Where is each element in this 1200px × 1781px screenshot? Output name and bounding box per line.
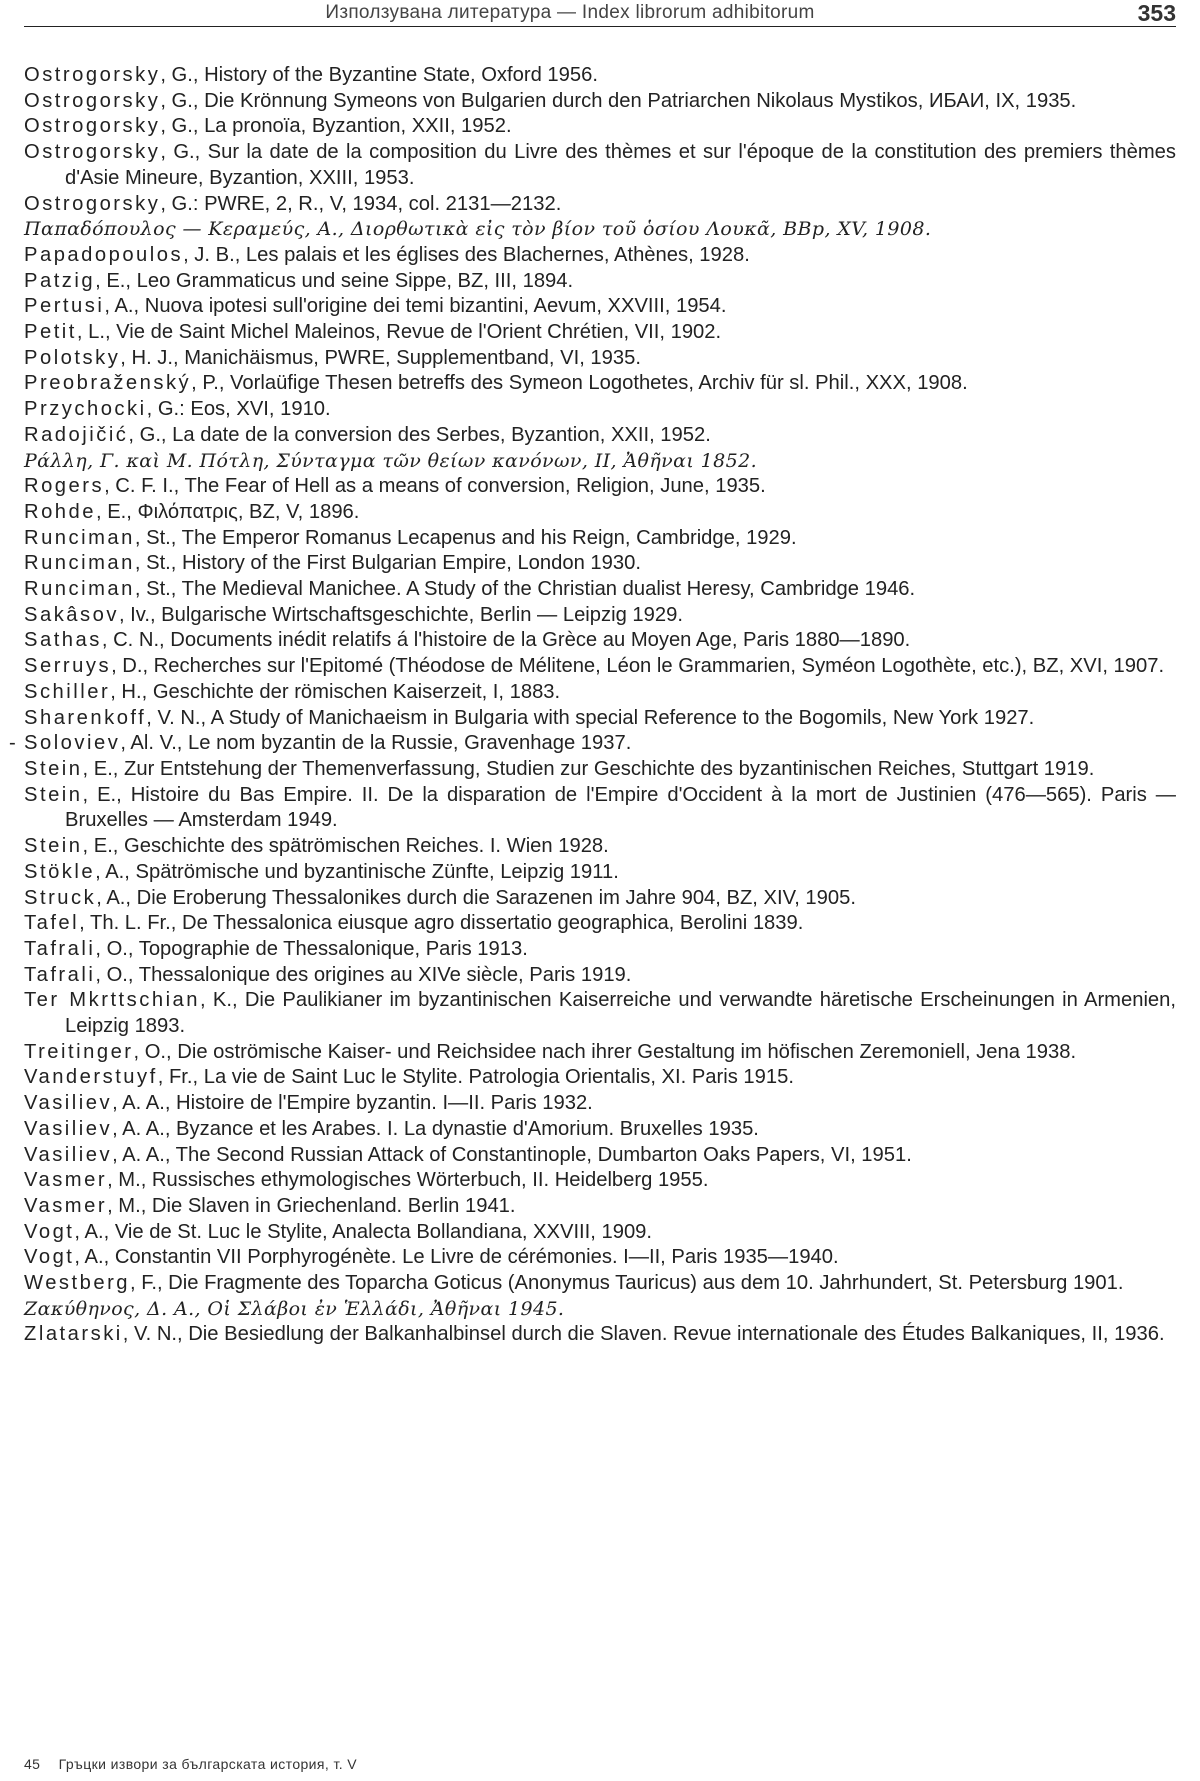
entry-author: Παπαδόπουλος — [24, 218, 176, 241]
entry-author: Ράλλη — [24, 449, 88, 472]
entry-citation: , Γ. καὶ Μ. Πότλη, Σύνταγμα τῶν θείων κανόνων, II, Ἀθῆναι 1852. — [87, 449, 758, 472]
entry-author: Tafel — [24, 912, 80, 935]
entry-citation: , G., La pronoïa, Byzantion, XXII, 1952. — [160, 115, 512, 138]
entry-citation: , A. A., Byzance et les Arabes. I. La dynastie d'Amorium. Bruxelles 1935. — [112, 1117, 759, 1140]
entry-citation: , A., Constantin VII Porphyrogénète. Le Livre de cérémonies. I—II, Paris 1935—1940. — [74, 1246, 839, 1269]
bibliography-entry — [24, 1297, 1176, 1323]
entry-citation: , E., Leo Grammaticus und seine Sippe, BZ, III, 1894. — [95, 269, 574, 292]
entry-citation: , G., La date de la conversion des Serbes, Byzantion, XXII, 1952. — [128, 423, 711, 446]
bibliography-entry — [24, 1143, 1176, 1169]
bibliography-entry — [24, 1091, 1176, 1117]
entry-citation: , A. A., Histoire de l'Empire byzantin. I—II. Paris 1932. — [112, 1092, 593, 1115]
bibliography-entry — [24, 423, 1176, 449]
bibliography-entry — [24, 603, 1176, 629]
entry-citation: , O., Topographie de Thessalonique, Paris 1913. — [95, 937, 528, 960]
bibliography-entry — [24, 474, 1176, 500]
entry-citation: , O., Thessalonique des origines au XIVe siècle, Paris 1919. — [95, 963, 632, 986]
bibliography-entry — [24, 397, 1176, 423]
bibliography-entry — [24, 371, 1176, 397]
entry-citation: , O., Die oströmische Kaiser- und Reichsidee nach ihrer Gestaltung im höfischen Zeremoniell, Jena 1938. — [133, 1040, 1077, 1063]
entry-citation: , G., History of the Byzantine State, Oxford 1956. — [160, 64, 598, 86]
entry-citation: , C. N., Documents inédit relatifs á l'histoire de la Grèce au Moyen Age, Paris 1880—1890. — [101, 629, 911, 652]
bibliography-entry — [24, 706, 1176, 732]
entry-author: Ter Mkrttschian — [24, 989, 201, 1012]
entry-citation: , D., Recherches sur l'Epitomé (Théodose de Mélitene, Léon le Grammarien, Syméon Logothète, etc.), BZ, XVI, 1907. — [111, 655, 1165, 678]
running-header — [24, 2, 1176, 27]
entry-author: Serruys — [24, 655, 112, 678]
entry-author: Sathas — [24, 629, 102, 652]
bibliography-entry — [24, 654, 1176, 680]
bibliography-entry — [24, 783, 1176, 834]
entry-citation: , M., Die Slaven in Griechenland. Berlin 1941. — [107, 1194, 516, 1217]
entry-citation: , G., Die Krönnung Symeons von Bulgarien durch den Patriarchen Nikolaus Mystikos, ИБАИ, IX, 1935. — [160, 89, 1077, 112]
entry-citation: , Fr., La vie de Saint Luc le Stylite. Patrologia Orientalis, XI. Paris 1915. — [157, 1066, 794, 1089]
bibliography-entry — [24, 937, 1176, 963]
entry-citation: , L., Vie de Saint Michel Maleinos, Revue de l'Orient Chrétien, VII, 1902. — [76, 321, 722, 344]
entry-author: Westberg — [24, 1272, 131, 1295]
signature-mark: 45 — [24, 1756, 41, 1772]
bibliography-entry — [24, 294, 1176, 320]
entry-citation: , K., Die Paulikianer im byzantinischen Kaiserreiche und verwandte häretische Erscheinungen in Armenien, Leipzig 1893. — [65, 989, 1176, 1038]
entry-author: Schiller — [24, 680, 111, 703]
entry-citation: , Δ. Α., Οἱ Σλάβοι ἐν Ἑλλάδι, Ἀθῆναι 1945. — [134, 1297, 565, 1320]
page-footer — [24, 1756, 357, 1772]
entry-author: Stein — [24, 757, 83, 780]
entry-author: Przychocki — [24, 398, 147, 421]
bibliography-entry — [24, 1245, 1176, 1271]
entry-author: Rohde — [24, 500, 96, 523]
bibliography-entry — [24, 577, 1176, 603]
entry-author: Vasmer — [24, 1169, 108, 1192]
bibliography-entry — [24, 269, 1176, 295]
bibliography-entry — [24, 526, 1176, 552]
entry-author: Ostrogorsky — [24, 192, 161, 215]
bibliography-entry — [24, 243, 1176, 269]
entry-author: Sharenkoff — [24, 706, 147, 729]
bibliography-entry — [24, 1065, 1176, 1091]
entry-citation: — Κεραμεύς, Α., Διορθωτικὰ εἰς τὸν βίον τοῦ ὁσίου Λουκᾶ, BBp, XV, 1908. — [176, 218, 932, 241]
margin-mark: - — [9, 732, 16, 755]
bibliography-entry — [24, 911, 1176, 937]
running-title: Използувана литература — Index librorum adhibitorum — [325, 2, 815, 23]
entry-citation: , St., History of the First Bulgarian Empire, London 1930. — [134, 552, 641, 575]
entry-author: Patzig — [24, 269, 96, 292]
bibliography-entry — [24, 346, 1176, 372]
entry-author: Rogers — [24, 475, 105, 498]
entry-citation: , G.: Eos, XVI, 1910. — [146, 398, 331, 421]
entry-citation: , E., Φιλόπατρις, BZ, V, 1896. — [96, 500, 360, 523]
entry-citation: , A., Vie de St. Luc le Stylite, Analecta Bollandiana, XXVIII, 1909. — [74, 1220, 653, 1243]
entry-author: Vasiliev — [24, 1092, 113, 1115]
entry-citation: , H. J., Manichäismus, PWRE, Supplementband, VI, 1935. — [120, 346, 641, 369]
entry-author: Vogt — [24, 1246, 75, 1269]
entry-citation: , E., Geschichte des spätrömischen Reiches. I. Wien 1928. — [82, 835, 609, 858]
entry-author: Papadopoulos — [24, 243, 184, 266]
entry-author: Vogt — [24, 1220, 75, 1243]
bibliography-entry — [24, 1168, 1176, 1194]
bibliography-entry — [24, 1220, 1176, 1246]
entry-citation: , J. B., Les palais et les églises des Blachernes, Athènes, 1928. — [183, 243, 750, 266]
entry-author: Pertusi — [24, 295, 105, 318]
bibliography-entry — [24, 860, 1176, 886]
entry-author: Ζακύθηνος — [24, 1297, 135, 1320]
bibliography-entry — [24, 628, 1176, 654]
bibliography-entry — [24, 886, 1176, 912]
bibliography-entry — [24, 757, 1176, 783]
bibliography-entry — [24, 63, 1176, 89]
entry-author: Tafrali — [24, 937, 96, 960]
entry-author: Vasiliev — [24, 1117, 113, 1140]
entry-citation: , P., Vorlaüfige Thesen betreffs des Symeon Logothetes, Archiv für sl. Phil., XXX, 1908. — [191, 372, 968, 395]
bibliography-list — [9, 63, 1176, 1348]
entry-author: Soloviev — [24, 732, 121, 755]
page-number: 353 — [1137, 0, 1176, 26]
entry-author: Preobraženský — [24, 372, 192, 395]
entry-author: Ostrogorsky — [24, 141, 161, 164]
entry-author: Stein — [24, 835, 83, 858]
entry-citation: , H., Geschichte der römischen Kaiserzeit, I, 1883. — [110, 680, 561, 703]
entry-citation: , Th. L. Fr., De Thessalonica eiusque agro dissertatio geographica, Berolini 1839. — [79, 912, 804, 935]
entry-citation: , V. N., Die Besiedlung der Balkanhalbinsel durch die Slaven. Revue internationale des Études Balkaniques, II, 1936. — [122, 1323, 1165, 1346]
bibliography-entry — [24, 551, 1176, 577]
entry-author: Ostrogorsky — [24, 89, 161, 112]
entry-citation: , St., The Emperor Romanus Lecapenus and his Reign, Cambridge, 1929. — [134, 526, 797, 549]
entry-author: Zlatarski — [24, 1323, 123, 1346]
bibliography-entry — [9, 731, 1176, 757]
entry-author: Stein — [24, 783, 83, 806]
entry-citation: , F., Die Fragmente des Toparcha Goticus (Anonymus Tauricus) aus dem 10. Jahrhundert, St. Petersburg 1901. — [130, 1272, 1124, 1295]
entry-author: Runciman — [24, 526, 135, 549]
bibliography-entry — [24, 217, 1176, 243]
entry-citation: , G.: PWRE, 2, R., V, 1934, col. 2131—2132. — [160, 192, 562, 215]
entry-citation: , V. N., A Study of Manichaeism in Bulgaria with special Reference to the Bogomils, New York 1927. — [146, 706, 1035, 729]
entry-author: Runciman — [24, 552, 135, 575]
bibliography-entry — [24, 1271, 1176, 1297]
entry-author: Sakâsov — [24, 603, 119, 626]
bibliography-entry — [24, 834, 1176, 860]
entry-author: Vasiliev — [24, 1143, 113, 1166]
entry-citation: , G., Sur la date de la composition du Livre des thèmes et sur l'époque de la constitution des premiers thèmes d'Asie Mineure, Byzantion, XXIII, 1953. — [65, 141, 1176, 189]
bibliography-entry — [24, 1117, 1176, 1143]
bibliography-entry — [24, 114, 1176, 140]
entry-citation: , A. A., The Second Russian Attack of Constantinople, Dumbarton Oaks Papers, VI, 1951. — [112, 1143, 912, 1166]
bibliography-entry — [24, 192, 1176, 218]
entry-author: Petit — [24, 321, 77, 344]
footer-text: Гръцки извори за българската история, т. V — [58, 1756, 358, 1772]
entry-author: Radojičić — [24, 423, 129, 446]
entry-citation: , A., Die Eroberung Thessalonikes durch die Sarazenen im Jahre 904, BZ, XIV, 1905. — [96, 886, 856, 909]
entry-citation: , St., The Medieval Manichee. A Study of the Christian dualist Heresy, Cambridge 1946. — [134, 578, 916, 601]
bibliography-entry — [24, 1040, 1176, 1066]
entry-author: Vanderstuyf — [24, 1066, 158, 1089]
entry-author: Struck — [24, 886, 97, 909]
entry-citation: , Iv., Bulgarische Wirtschaftsgeschichte, Berlin — Leipzig 1929. — [118, 603, 683, 626]
entry-citation: , E., Histoire du Bas Empire. II. De la disparation de l'Empire d'Occident à la mort de Justinien (476—565). Paris — Bruxelles — Amsterdam 1949. — [65, 783, 1176, 832]
entry-author: Ostrogorsky — [24, 115, 161, 138]
bibliography-entry — [24, 500, 1176, 526]
entry-citation: , C. F. I., The Fear of Hell as a means of conversion, Religion, June, 1935. — [104, 475, 766, 498]
bibliography-entry — [24, 680, 1176, 706]
entry-author: Stökle — [24, 860, 96, 883]
entry-author: Runciman — [24, 578, 135, 601]
bibliography-entry — [24, 89, 1176, 115]
entry-citation: , M., Russisches ethymologisches Wörterbuch, II. Heidelberg 1955. — [107, 1169, 709, 1192]
entry-author: Ostrogorsky — [24, 64, 161, 86]
entry-author: Polotsky — [24, 346, 121, 369]
bibliography-entry — [24, 320, 1176, 346]
bibliography-entry — [24, 988, 1176, 1039]
bibliography-entry — [24, 1322, 1176, 1348]
bibliography-entry — [24, 1194, 1176, 1220]
entry-author: Tafrali — [24, 963, 96, 986]
entry-citation: , A., Spätrömische und byzantinische Zünfte, Leipzig 1911. — [95, 860, 619, 883]
entry-author: Treitinger — [24, 1040, 134, 1063]
entry-citation: , A., Nuova ipotesi sull'origine dei temi bizantini, Aevum, XXVIII, 1954. — [104, 295, 727, 318]
bibliography-entry — [24, 140, 1176, 191]
entry-citation: , E., Zur Entstehung der Themenverfassung, Studien zur Geschichte des byzantinischen Reiches, Stuttgart 1919. — [82, 757, 1095, 780]
entry-author: Vasmer — [24, 1194, 108, 1217]
entry-citation: , Al. V., Le nom byzantin de la Russie, Gravenhage 1937. — [120, 732, 632, 755]
bibliography-entry — [24, 963, 1176, 989]
bibliography-entry — [24, 449, 1176, 475]
